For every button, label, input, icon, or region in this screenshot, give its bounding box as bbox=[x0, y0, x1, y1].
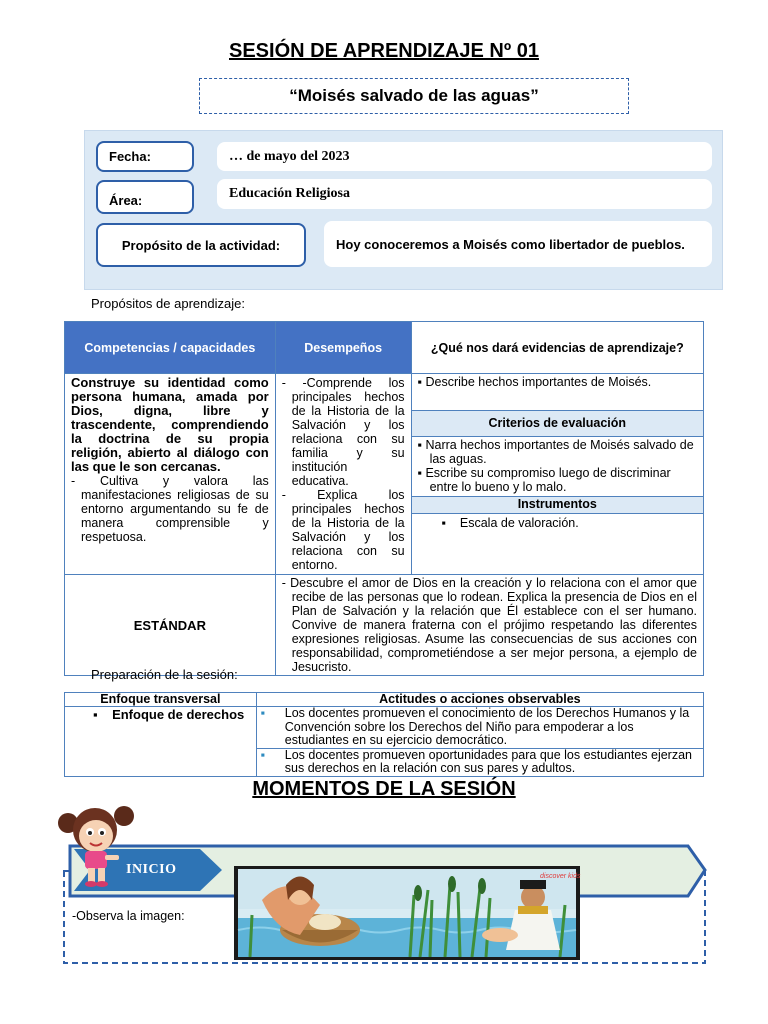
estandar-text: - Descubre el amor de Dios en la creación y lo relaciona con el amor que recibe de las personas que lo rodean. Explica la presencia de Dios en el Plan de Salvación y la relación que Él establece con el ser humano. Convive de manera fraterna con el prójimo respetando las diferentes expresiones religiosas. Asume las consecuencias de sus acciones con responsabilidad, comprometiéndose a ser mejor persona, a ejemplo de Jesucristo. bbox=[281, 576, 697, 674]
evidencia-cell bbox=[411, 374, 703, 411]
proposito-value: Hoy conoceremos a Moisés como libertador de pueblos. bbox=[336, 236, 685, 252]
instrumento-bullet: ▪ bbox=[441, 515, 460, 530]
inicio-section bbox=[0, 800, 768, 1024]
header-evidencias: ¿Qué nos dará evidencias de aprendizaje? bbox=[411, 322, 703, 374]
enfoque-value: Enfoque de derechos bbox=[112, 707, 245, 722]
session-subtitle bbox=[199, 78, 629, 114]
page-title: SESIÓN DE APRENDIZAJE Nº 01 bbox=[229, 40, 539, 62]
enfoque-bullet: ▪ bbox=[93, 707, 113, 722]
criterios-header: Criterios de evaluación bbox=[411, 410, 703, 437]
estandar-cell bbox=[275, 575, 703, 676]
estandar-label: ESTÁNDAR bbox=[65, 575, 276, 676]
competencia-text: Construye su identidad como persona humana, amada por Dios, digna, libre y trascendente, comprendiendo la doctrina de su propia religión, abierto al diálogo con las que le son cercanas. bbox=[71, 375, 269, 474]
preparacion-label: Preparación de la sesión: bbox=[91, 667, 238, 682]
enfoque-table bbox=[64, 692, 704, 777]
proposito-label-box bbox=[96, 223, 306, 267]
momentos-title: MOMENTOS DE LA SESIÓN bbox=[252, 778, 516, 800]
instrumentos-cell bbox=[411, 513, 703, 574]
moses-rescue-illustration bbox=[234, 866, 581, 960]
proposito-label: Propósito de la actividad: bbox=[121, 237, 281, 253]
competencia-cell bbox=[65, 374, 276, 575]
instrumentos-header: Instrumentos bbox=[411, 497, 703, 513]
subtitle-text: “Moisés salvado de las aguas” bbox=[289, 86, 539, 105]
actitud-bullet: ▪ bbox=[260, 747, 266, 762]
instrumento-item: Escala de valoración. bbox=[459, 515, 579, 530]
capacidad-item: - Cultiva y valora las manifestaciones religiosas de su entorno argumentando su fe de manera comprensible y respetuosa. bbox=[71, 474, 269, 544]
info-panel bbox=[84, 130, 723, 290]
actitud-cell bbox=[256, 707, 703, 749]
actitud-cell bbox=[256, 748, 703, 776]
header-desempenos: Desempeños bbox=[275, 322, 411, 374]
header-actitudes: Actitudes o acciones observables bbox=[256, 693, 703, 707]
propositos-label: Propósitos de aprendizaje: bbox=[91, 296, 245, 311]
criterio-item: ▪ Escribe su compromiso luego de discriminar entre lo bueno y lo malo. bbox=[417, 466, 671, 495]
actitud-item: ▪ Los docentes promueven oportunidades para que los estudiantes ejerzan sus derechos en la relación con sus pares y adultos. bbox=[260, 747, 693, 775]
header-enfoque: Enfoque transversal bbox=[65, 693, 257, 707]
actitud-item: ▪ Los docentes promueven el conocimiento de los Derechos Humanos y la Convención sobre los Derechos del Niño para empoderar a los estudiantes en su ejercicio democrático. bbox=[260, 706, 690, 747]
fecha-label: Fecha: bbox=[109, 149, 151, 164]
proposito-field[interactable] bbox=[324, 221, 712, 267]
criterio-item: ▪ Narra hechos importantes de Moisés salvado de las aguas. bbox=[417, 438, 694, 467]
fecha-field[interactable] bbox=[217, 142, 712, 171]
actitud-bullet: ▪ bbox=[260, 706, 266, 720]
fecha-label-box bbox=[96, 141, 194, 172]
area-value: Educación Religiosa bbox=[229, 186, 350, 201]
inicio-tab[interactable] bbox=[94, 858, 204, 882]
area-field[interactable] bbox=[217, 179, 712, 209]
evidencia-item: ▪ Describe hechos importantes de Moisés. bbox=[417, 375, 652, 389]
criterios-cell bbox=[411, 437, 703, 497]
enfoque-cell bbox=[65, 707, 257, 777]
desempeno-item: - Explica los principales hechos de la Historia de la Salvación y los relaciona con su entorno. bbox=[281, 488, 405, 572]
desempeno-item: - -Comprende los principales hechos de la Historia de la Salvación y los relaciona con su familia y su institución educativa. bbox=[281, 376, 405, 488]
area-label: Área: bbox=[109, 192, 143, 208]
header-competencias: Competencias / capacidades bbox=[65, 322, 276, 374]
competencias-table bbox=[64, 321, 704, 676]
inicio-label: INICIO bbox=[126, 862, 177, 877]
image-logo-text: discover kids bbox=[540, 873, 581, 880]
observa-label: -Observa la imagen: bbox=[72, 909, 185, 923]
desempenos-cell bbox=[275, 374, 411, 575]
area-label-box bbox=[96, 180, 194, 214]
fecha-value: … de mayo del 2023 bbox=[229, 148, 350, 164]
